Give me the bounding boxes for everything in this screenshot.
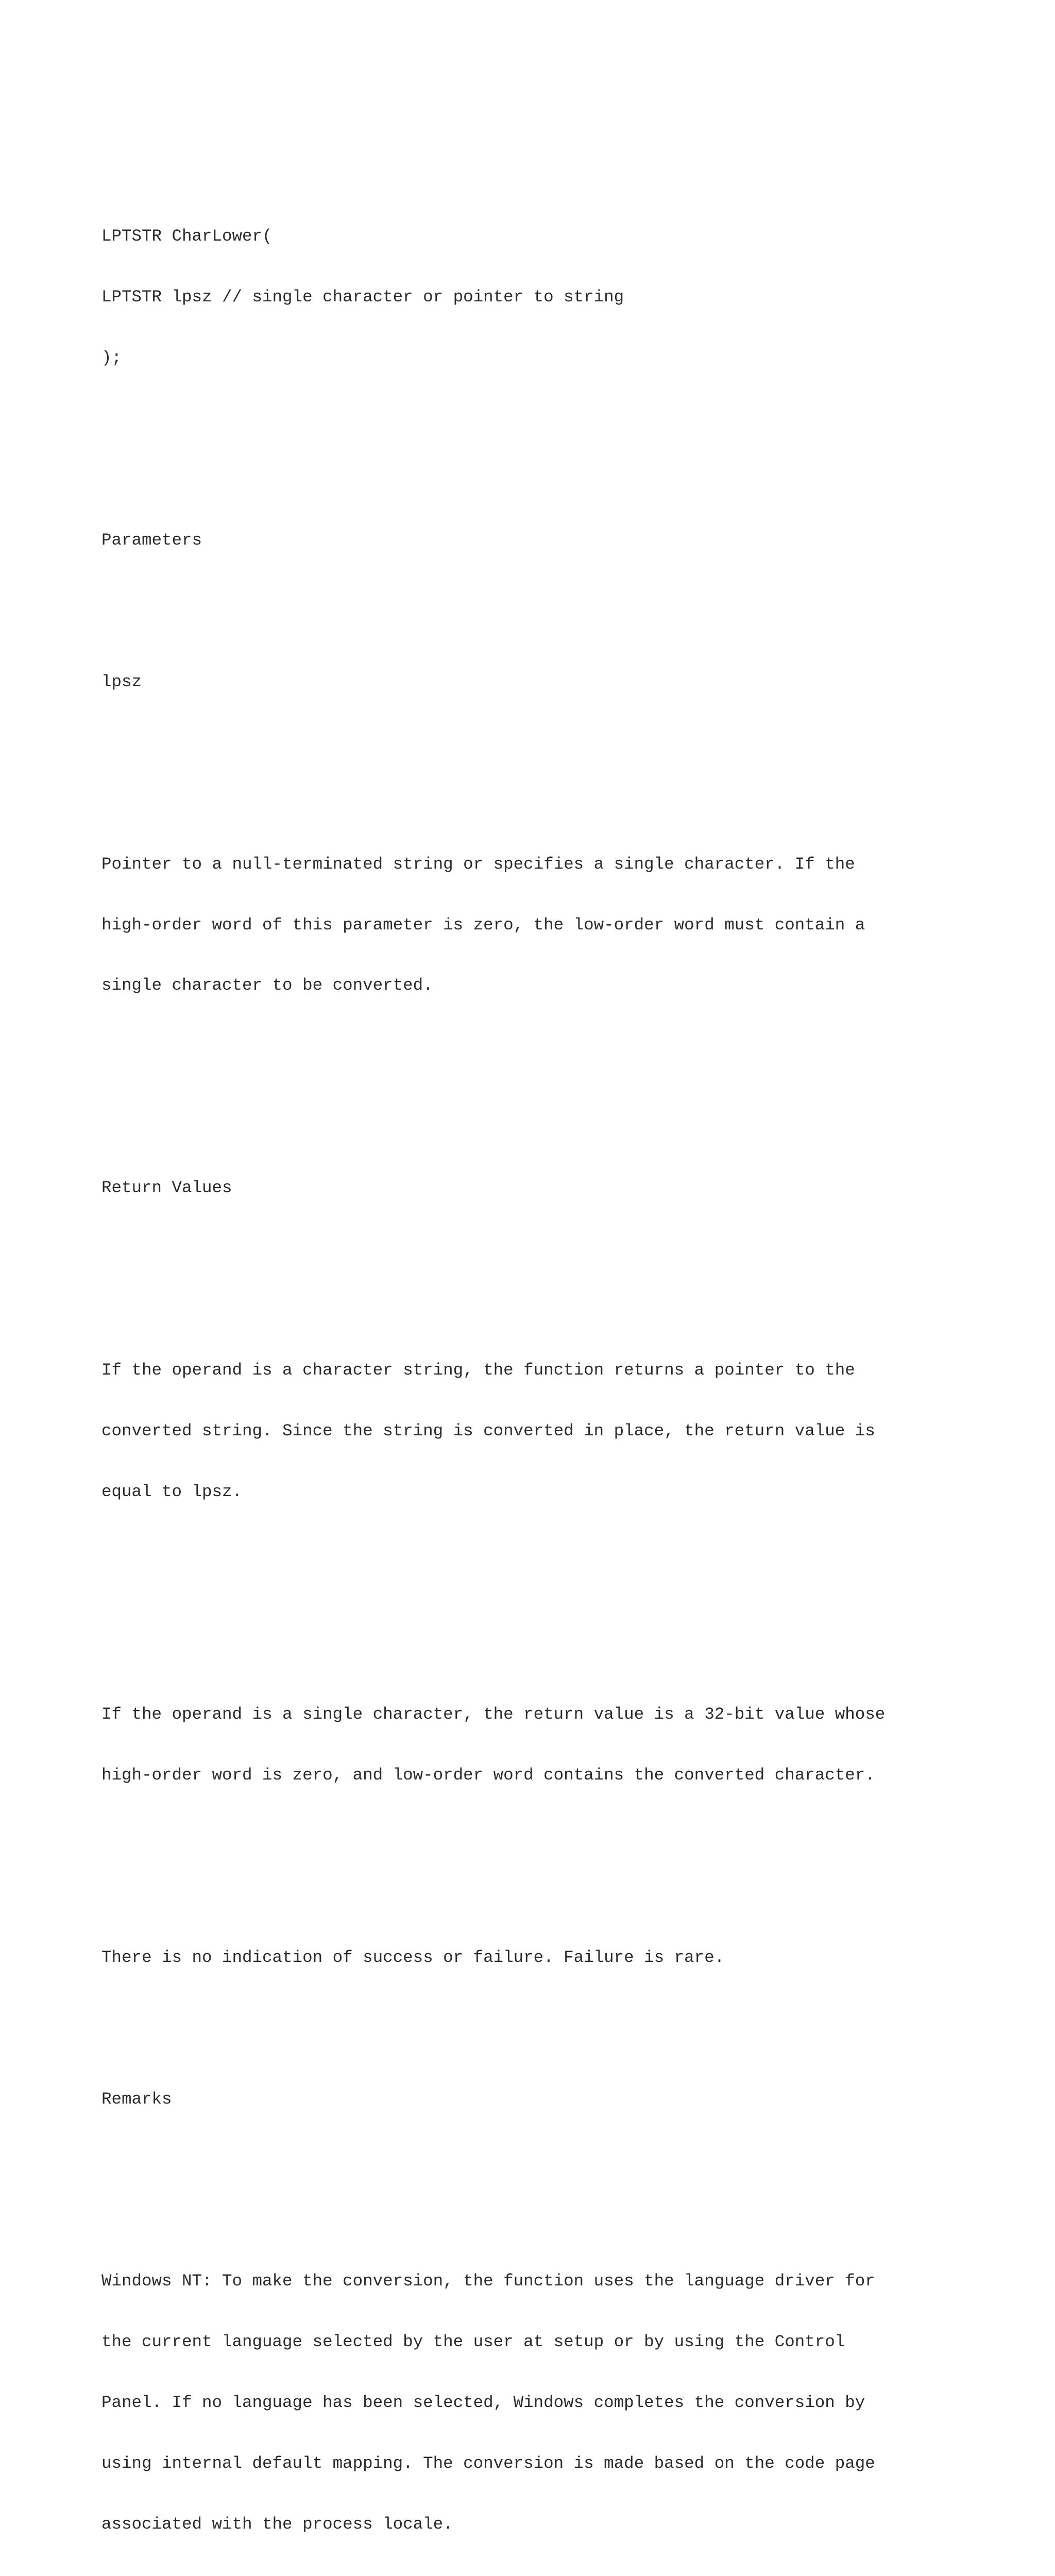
parameters-heading: Parameters [101,530,202,550]
return-paragraph-2: If the operand is a single character, the return value is a 32-bit value whose high-order word is zero, and low-order word contains the converted character. [101,1705,886,1785]
document-body [101,125,977,2576]
remarks-windows-nt: Windows NT: To make the conversion, the function uses the language driver for the current language selected by the user at setup or by using the Control Panel. If no language has been selected, Windows completes the conversion by using internal default mapping. The conversion is made based on the code page associated with the process locale. [101,2272,875,2534]
remarks-heading: Remarks [101,2089,172,2109]
return-values-heading: Return Values [101,1178,232,1198]
code-line: ); [101,348,122,368]
charlower-signature [101,186,977,409]
code-line: LPTSTR CharLower( [101,227,273,246]
return-paragraph-1: If the operand is a character string, the function returns a pointer to the converted string. Since the string is converted in place, the return value is equal to lpsz. [101,1361,875,1501]
return-paragraph-3: There is no indication of success or failure. Failure is rare. [101,1947,725,1967]
code-line: LPTSTR lpsz // single character or pointer to string [101,287,624,307]
param-desc-lpsz: Pointer to a null-terminated string or specifies a single character. If the high-order word of this parameter is zero, the low-order word must contain a single character to be converted. [101,854,865,995]
param-name-lpsz: lpsz [101,672,142,692]
